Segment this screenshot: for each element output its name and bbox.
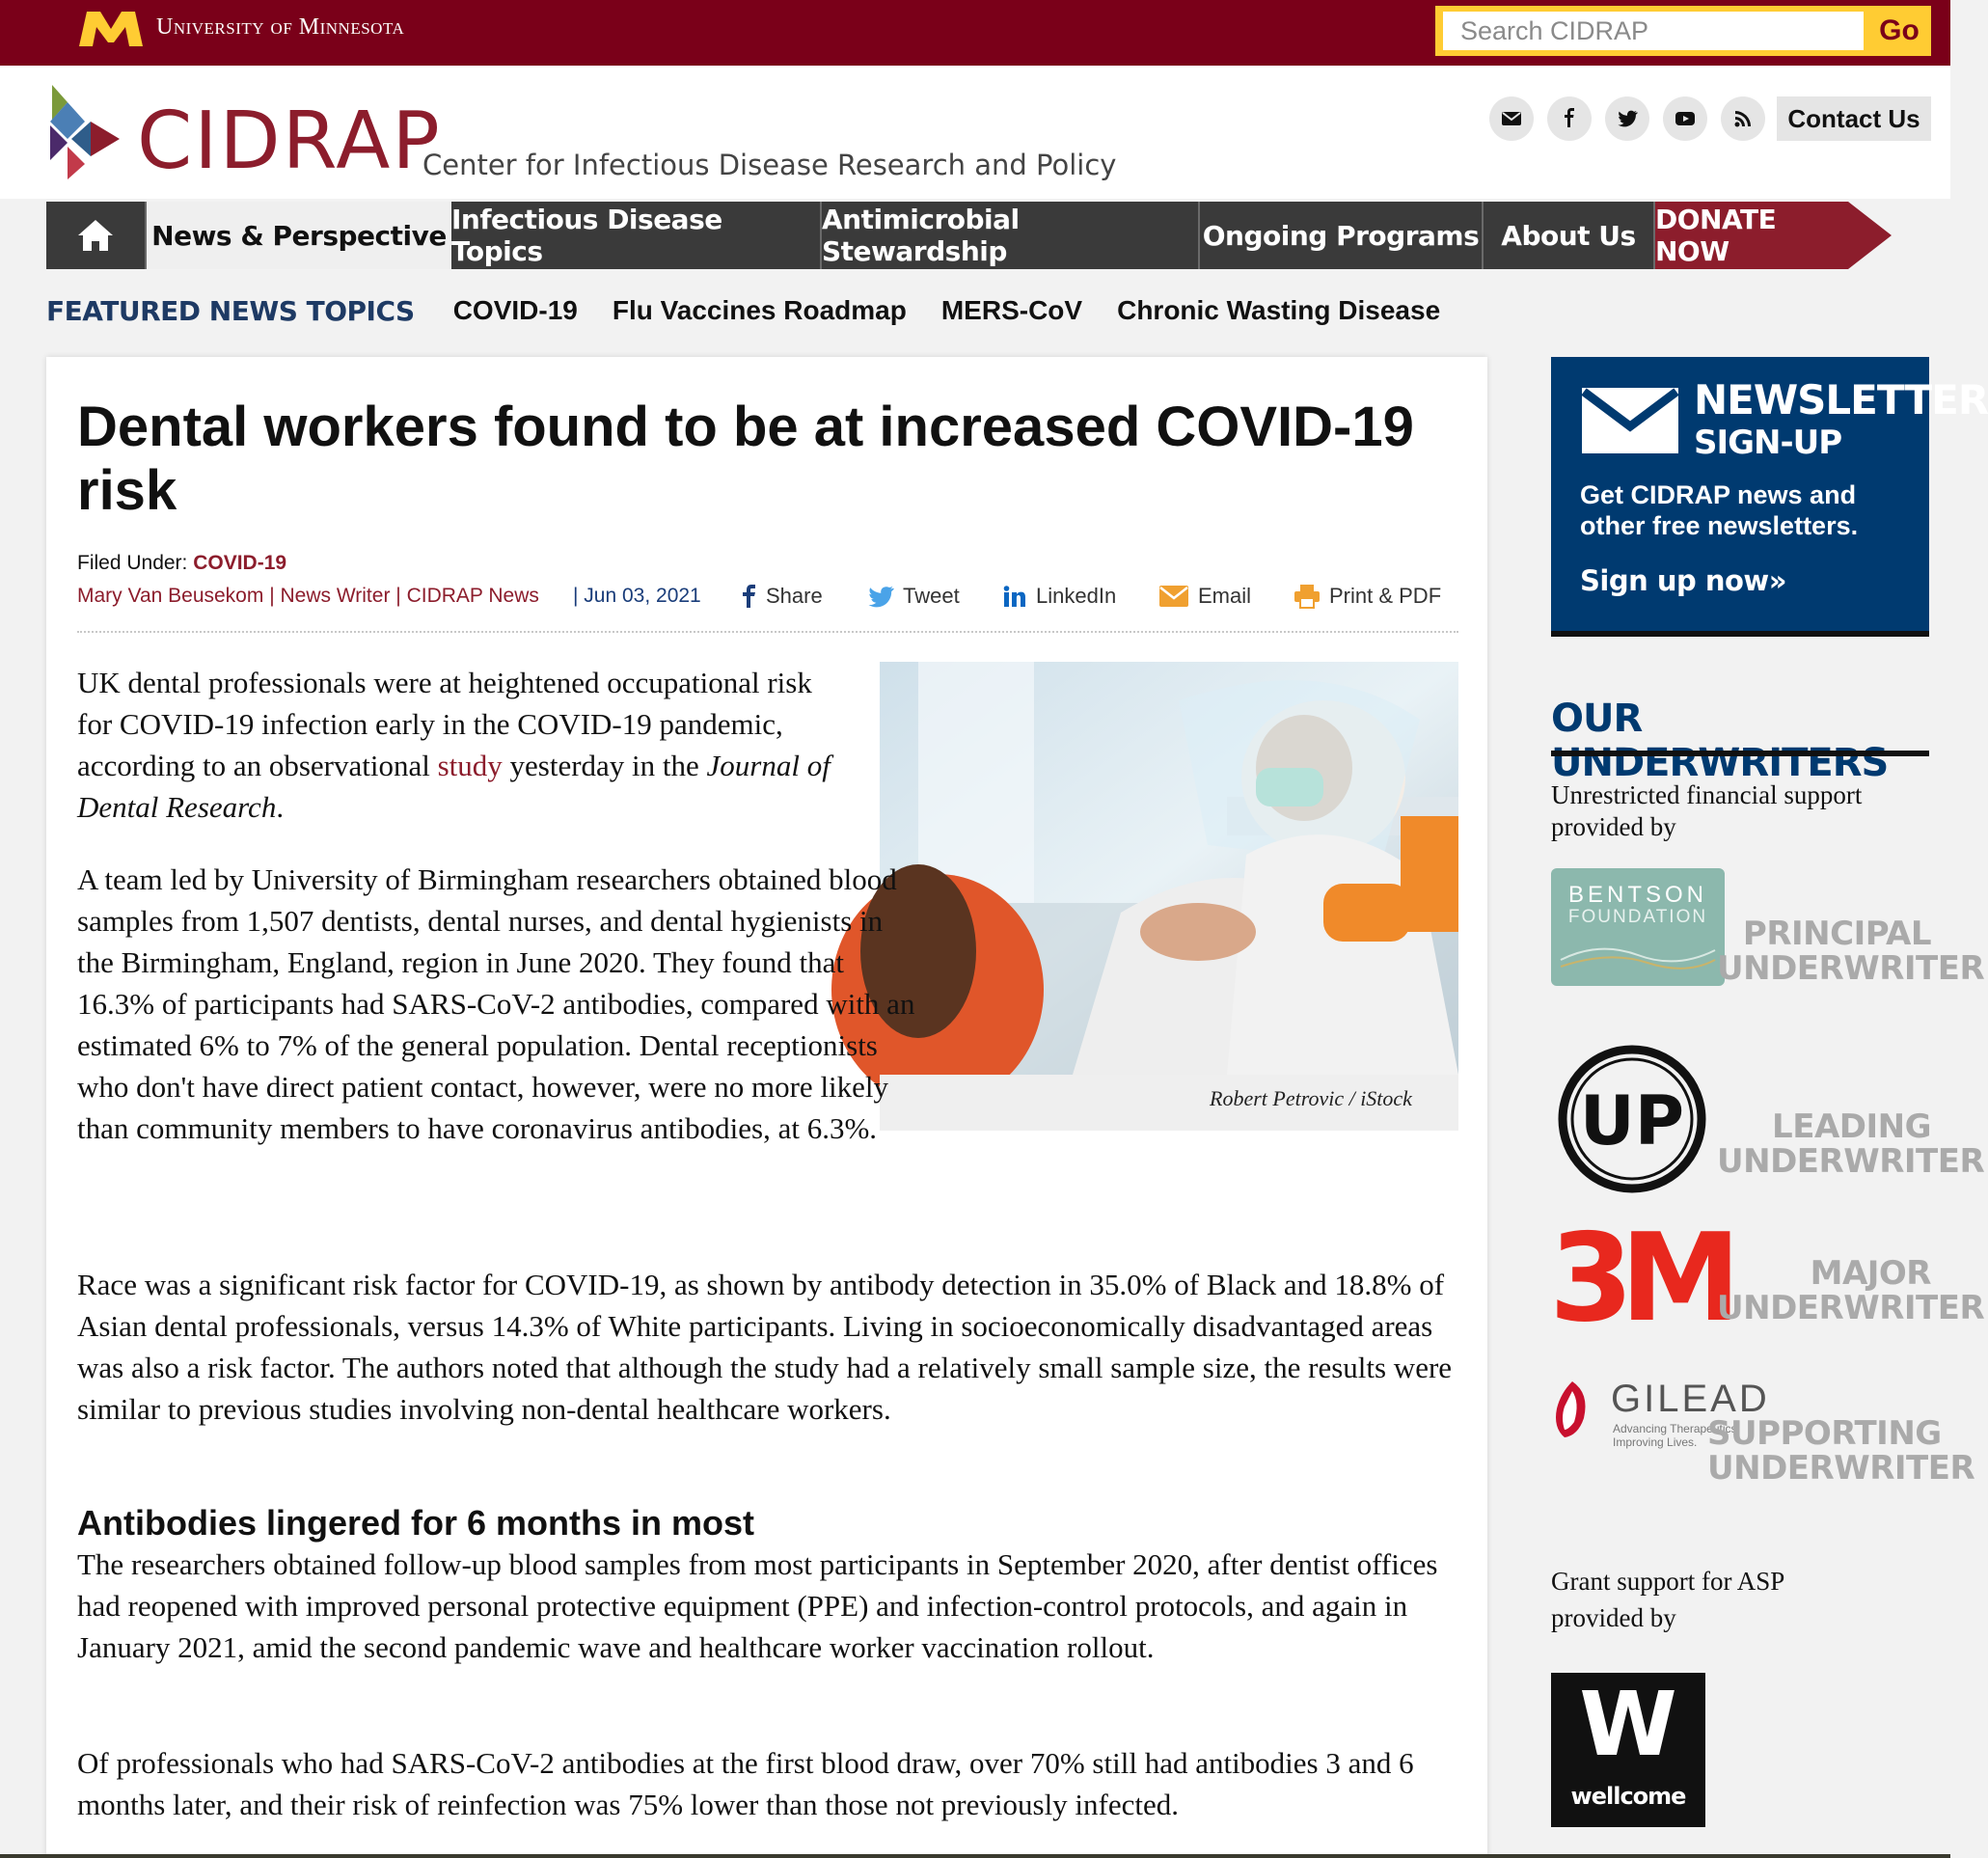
contact-us-button[interactable]: Contact Us [1777, 96, 1931, 141]
tier-label: MAJOR UNDERWRITER [1717, 1254, 1985, 1327]
cidrap-wordmark[interactable]: CIDRAP [137, 96, 442, 187]
nav-home[interactable] [46, 202, 147, 269]
envelope-icon [1580, 386, 1680, 455]
dentist-photo [880, 662, 1458, 1075]
search-go-button[interactable]: Go [1869, 12, 1929, 50]
umn-m-logo[interactable] [77, 10, 145, 48]
article-paragraph: Race was a significant risk factor for COVID-19, as shown by antibody detection in 35.0% of Black and 18.8% of Asian dental professionals, versus 14.3% of White participants. Living in socioeconomically disadvantaged areas was also a risk factor. The authors noted that although the study had a relatively small sample size, the results were similar to previous studies involving non-dental healthcare workers. [77, 1268, 1453, 1426]
umn-name[interactable]: University of Minnesota [156, 14, 405, 40]
nav-about-us[interactable]: About Us [1484, 202, 1655, 269]
grant-support-text: Grant support for ASP provided by [1551, 1567, 1784, 1632]
cidrap-tagline: Center for Infectious Disease Research and Policy [422, 149, 1117, 181]
article-date: | Jun 03, 2021 [573, 585, 701, 607]
author-role: News Writer [280, 585, 391, 607]
share-email-button[interactable]: Email [1159, 581, 1251, 612]
filed-under-prefix: Filed Under: [77, 552, 194, 574]
article-subheading: Antibodies lingered for 6 months in most [77, 1503, 755, 1543]
image-caption: Robert Petrovic / iStock [1210, 1086, 1412, 1110]
outlet-name: CIDRAP News [406, 585, 539, 607]
topic-link[interactable]: Chronic Wasting Disease [1117, 295, 1441, 325]
article-paragraph: A team led by University of Birmingham researchers obtained blood samples from 1,507 dentists, dental nurses, and dental hygienists in the Birmingham, England, region in June 2020. They found that 16.3% of participants had SARS-CoV-2 antibodies, compared with an estimated 6% to 7% of the general population. Dental receptionists who don't have direct patient contact, however, were no more likely than community members to have coronavirus antibodies, at 6.3%. [77, 862, 915, 1145]
underwriters-rule [1551, 751, 1929, 756]
journal-name: Journal of Dental Research [77, 749, 831, 824]
tier-label: LEADING UNDERWRITER [1717, 1107, 1985, 1181]
study-link[interactable]: study [437, 749, 503, 782]
page-bottom-edge [0, 1854, 1950, 1858]
up-logo[interactable] [1555, 1042, 1709, 1196]
article-paragraph: The researchers obtained follow-up blood samples from most participants in September 2020, after dentist offices had reopened with improved personal protective equipment (PPE) and infection-control protocols, and again in January 2021, amid the second pandemic wave and healthcare worker vaccination rollout. [77, 1547, 1438, 1664]
article-title: Dental workers found to be at increased COVID-19 risk [77, 396, 1414, 522]
rss-icon[interactable] [1721, 96, 1765, 141]
tier-label: SUPPORTING UNDERWRITER [1707, 1414, 1975, 1488]
nav-antimicrobial-stewardship[interactable]: Antimicrobial Stewardship [822, 202, 1200, 269]
newsletter-signup-link[interactable]: Sign up now» [1580, 564, 1786, 597]
topic-link[interactable]: MERS-CoV [940, 295, 1083, 325]
twitter-icon [868, 586, 893, 607]
topic-link[interactable]: COVID-19 [452, 295, 578, 325]
home-icon [76, 218, 115, 253]
nav-news-perspective[interactable]: News & Perspective [147, 202, 451, 269]
nav-donate-now[interactable]: DONATE NOW [1655, 202, 1848, 269]
newsletter-description: Get CIDRAP news and other free newsletters. [1580, 480, 1859, 540]
svg-text:UP: UP [1579, 1081, 1685, 1161]
newsletter-title: NEWSLETTER SIGN-UP [1694, 376, 1988, 462]
share-linkedin-button[interactable]: LinkedIn [1003, 581, 1116, 612]
3m-logo[interactable]: 3M [1549, 1207, 1729, 1349]
share-facebook-button[interactable]: Share [743, 581, 823, 612]
share-tweet-button[interactable]: Tweet [868, 581, 960, 612]
author-name[interactable]: Mary Van Beusekom [77, 585, 264, 607]
divider [77, 631, 1458, 633]
tier-label: PRINCIPAL UNDERWRITER [1717, 915, 1985, 988]
byline: Mary Van Beusekom | News Writer | CIDRAP News [77, 585, 539, 607]
twitter-icon[interactable] [1605, 96, 1649, 141]
underwriters-heading: OUR UNDERWRITERS [1551, 697, 1889, 785]
featured-topics-label: FEATURED NEWS TOPICS [46, 294, 415, 327]
wellcome-logo[interactable]: W wellcome [1551, 1673, 1705, 1827]
cidrap-logo-icon[interactable] [46, 79, 123, 183]
filed-under-topic[interactable]: COVID-19 [193, 552, 287, 574]
bentson-foundation-logo[interactable]: BENTSON FOUNDATION [1551, 868, 1725, 986]
email-icon[interactable] [1489, 96, 1534, 141]
print-icon [1294, 585, 1320, 608]
filed-under [77, 552, 286, 575]
share-print-button[interactable]: Print & PDF [1294, 581, 1441, 612]
email-icon [1159, 586, 1188, 607]
search-input[interactable] [1443, 12, 1864, 50]
nav-ongoing-programs[interactable]: Ongoing Programs [1200, 202, 1484, 269]
gilead-logo[interactable]: GILEAD Advancing Therapeutics. Improving Lives. [1551, 1378, 1773, 1447]
article-paragraph: UK dental professionals were at heightened occupational risk for COVID-19 infection early in the COVID-19 pandemic, according to an observational study yesterday in the Journal of Dental Research. [77, 666, 831, 824]
linkedin-icon [1003, 586, 1026, 607]
nav-infectious-disease-topics[interactable]: Infectious Disease Topics [451, 202, 822, 269]
facebook-icon [743, 585, 756, 608]
featured-topics-bar [46, 291, 1475, 330]
underwriters-description: Unrestricted financial support provided by [1551, 780, 1863, 841]
youtube-icon[interactable] [1663, 96, 1707, 141]
facebook-icon[interactable] [1547, 96, 1592, 141]
article-paragraph: Of professionals who had SARS-CoV-2 antibodies at the first blood draw, over 70% still had antibodies 3 and 6 months later, and their risk of reinfection was 75% lower than those not previously infected. [77, 1746, 1414, 1821]
topic-link[interactable]: Flu Vaccines Roadmap [612, 295, 907, 325]
donate-arrow[interactable] [1848, 202, 1892, 269]
